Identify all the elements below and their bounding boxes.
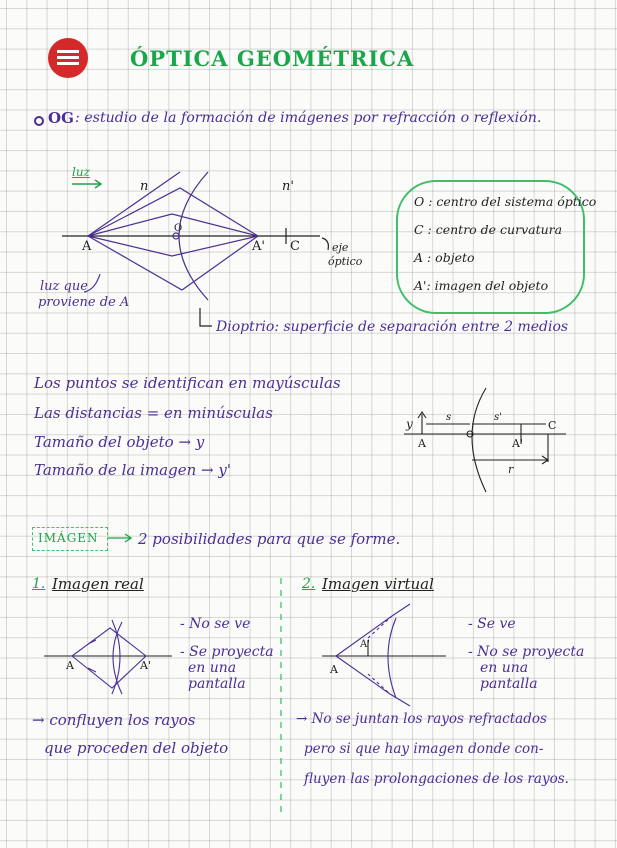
legend-item: O : centro del sistema óptico (414, 194, 597, 209)
rule-item: Tamaño del objeto → y (34, 433, 205, 451)
point-a: A (82, 239, 92, 254)
virtual-point: pantalla (480, 676, 538, 692)
rule-item: Las distancias = en minúsculas (34, 404, 273, 422)
real-conclusion: que proceden del objeto (44, 739, 229, 757)
point-o: O (174, 223, 183, 234)
point-a-prime: A' (140, 659, 151, 672)
real-point: pantalla (188, 676, 246, 692)
virtual-point: en una (480, 660, 529, 676)
virtual-conclusion: fluyen las prolongaciones de los rayos. (304, 771, 569, 787)
imagen-text: 2 posibilidades para que se forme. (138, 530, 401, 548)
rule-item: Tamaño de la imagen → y' (34, 461, 231, 479)
legend-item: C : centro de curvatura (414, 222, 563, 237)
point-a-prime: A' (512, 437, 523, 450)
og-abbr: OG (48, 109, 74, 127)
legend-item: A : objeto (414, 250, 475, 265)
n-prime-label: n' (282, 179, 294, 194)
imagen-label: IMÁGEN (38, 531, 99, 545)
virtual-number: 2. (302, 576, 316, 592)
point-c: C (548, 419, 557, 432)
real-conclusion: → confluyen los rayos (32, 711, 196, 729)
point-a: A (418, 437, 426, 450)
y-label: y (406, 417, 413, 431)
virtual-conclusion: pero si que hay imagen donde con- (304, 741, 544, 757)
s-label: s (446, 412, 452, 423)
r-label: r (508, 463, 514, 476)
luz-label: luz (72, 165, 90, 179)
point-c: C (290, 239, 300, 254)
virtual-conclusion: → No se juntan los rayos refractados (296, 711, 547, 727)
real-point: - Se proyecta (180, 644, 274, 660)
point-a-prime: A' (252, 239, 265, 254)
virtual-title: Imagen virtual (322, 575, 434, 593)
legend-item: A': imagen del objeto (414, 278, 549, 293)
virtual-point: - No se proyecta (468, 644, 585, 660)
og-definition: : estudio de la formación de imágenes por refracción o reflexión. (75, 110, 542, 126)
dioptrio-definition: Dioptrio: superficie de separación entre 2 medios (216, 319, 569, 335)
real-point: - No se ve (180, 616, 251, 632)
optico-label: óptico (328, 255, 363, 268)
s-prime-label: s' (494, 412, 502, 423)
real-point: en una (188, 660, 237, 676)
point-a-prime: A' (360, 639, 370, 650)
proviene-label: proviene de A (38, 295, 130, 310)
real-title: Imagen real (52, 575, 144, 593)
rule-item: Los puntos se identifican en mayúsculas (34, 374, 341, 392)
real-number: 1. (32, 576, 46, 592)
eje-label: eje (332, 241, 349, 254)
point-a: A (66, 659, 74, 672)
luz-que-label: luz que (40, 279, 88, 294)
n-label: n (140, 179, 149, 194)
page-title: ÓPTICA GEOMÉTRICA (130, 46, 415, 71)
point-a: A (330, 663, 338, 676)
virtual-point: - Se ve (468, 616, 516, 632)
